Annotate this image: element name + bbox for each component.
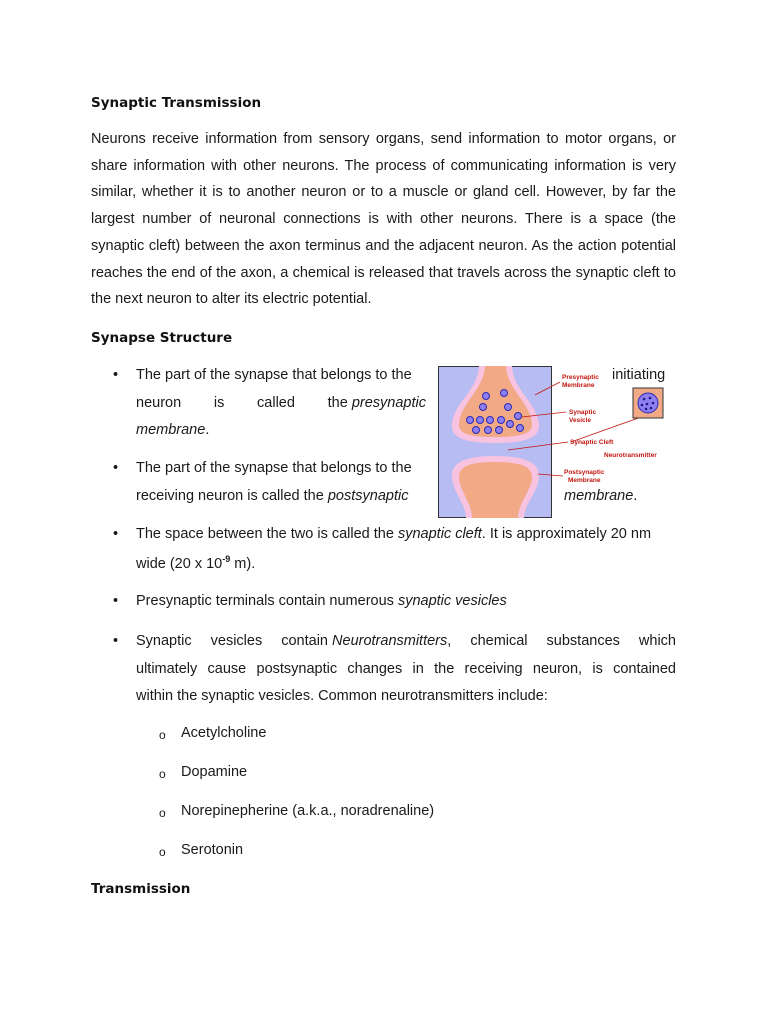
bullet-3-line-2: wide (20 x $10^{-9}$ m). bbox=[136, 554, 256, 572]
term-synaptic-cleft: synaptic cleft bbox=[397, 526, 482, 542]
sub-bullet-marker: o bbox=[159, 728, 166, 742]
bullet-4-line-1: Presynaptic terminals contain numerous synaptic vesicles bbox=[136, 593, 507, 609]
label-neurotransmitter: Neurotransmitter bbox=[604, 452, 657, 459]
bullet-marker: • bbox=[113, 460, 119, 476]
vesicle bbox=[515, 413, 522, 420]
heading-synaptic-transmission: Synaptic Transmission bbox=[91, 95, 262, 111]
sub-bullet-marker: o bbox=[159, 767, 166, 781]
neurotransmitter-item: Norepinepherine (a.k.a., noradrenaline) bbox=[181, 803, 435, 819]
vesicle bbox=[487, 417, 494, 424]
bullet-marker: • bbox=[113, 633, 119, 649]
term-membrane: membrane bbox=[564, 488, 634, 504]
neurotransmitter-dot bbox=[643, 398, 646, 401]
bullet-2-line-1: The part of the synapse that belongs to the bbox=[136, 460, 412, 476]
word: which bbox=[638, 633, 676, 649]
label-presynaptic-membrane: Membrane bbox=[562, 382, 595, 389]
word: vesicles bbox=[210, 633, 263, 649]
word: the bbox=[327, 395, 348, 411]
neurotransmitter-dot bbox=[649, 397, 652, 400]
word: Synaptic bbox=[136, 633, 192, 649]
neurotransmitter-vesicle bbox=[638, 393, 658, 413]
exponent: -9 bbox=[222, 554, 231, 564]
sub-bullet-marker: o bbox=[159, 806, 166, 820]
synapse-diagram bbox=[438, 366, 668, 518]
vesicle bbox=[498, 417, 505, 424]
vesicle bbox=[485, 427, 492, 434]
term-neurotransmitters: Neurotransmitters bbox=[332, 633, 448, 649]
term-synaptic-vesicles: synaptic vesicles bbox=[397, 593, 507, 609]
label-postsynaptic: Postsynaptic bbox=[564, 469, 605, 476]
word: is bbox=[213, 395, 225, 411]
bullet-marker: • bbox=[113, 526, 119, 542]
label-synaptic-cleft: Synaptic Cleft bbox=[570, 439, 614, 446]
bullet-1-line-3: membrane. bbox=[136, 422, 210, 438]
label-postsynaptic-membrane: Membrane bbox=[568, 477, 601, 484]
vesicle bbox=[517, 425, 524, 432]
neurotransmitter-dot bbox=[646, 403, 649, 406]
word: called bbox=[257, 395, 295, 411]
vesicle bbox=[473, 427, 480, 434]
label-vesicle-2: Vesicle bbox=[569, 417, 592, 424]
neurotransmitter-dot bbox=[652, 402, 655, 405]
heading-synapse-structure: Synapse Structure bbox=[91, 330, 233, 346]
bullet-1-word-right: initiating bbox=[612, 367, 666, 383]
neurotransmitter-dot bbox=[645, 408, 648, 411]
heading-transmission: Transmission bbox=[91, 881, 191, 897]
neurotransmitter-item: Serotonin bbox=[181, 842, 244, 858]
vesicle bbox=[467, 417, 474, 424]
bullet-1-line-2 bbox=[136, 395, 426, 411]
vesicle bbox=[501, 390, 508, 397]
term-membrane: membrane bbox=[136, 422, 206, 438]
neurotransmitter-item: Acetylcholine bbox=[181, 725, 267, 741]
vesicle bbox=[507, 421, 514, 428]
term-presynaptic: presynaptic bbox=[351, 395, 426, 411]
word: chemical bbox=[470, 633, 528, 649]
bullet-2-line-2: receiving neuron is called the postsynaptic bbox=[136, 488, 409, 504]
word: substances bbox=[546, 633, 620, 649]
vesicle bbox=[505, 404, 512, 411]
neurotransmitter-dot bbox=[641, 404, 644, 407]
bullet-1-line-1: The part of the synapse that belongs to the bbox=[136, 367, 412, 383]
label-presynaptic: Presynaptic bbox=[562, 374, 599, 381]
sub-bullet-marker: o bbox=[159, 845, 166, 859]
vesicle bbox=[483, 393, 490, 400]
term-postsynaptic: postsynaptic bbox=[327, 488, 409, 504]
vesicle bbox=[496, 427, 503, 434]
vesicle bbox=[480, 404, 487, 411]
bullet-3-line-1: The space between the two is called the synaptic cleft. It is approximately 20 nm bbox=[136, 526, 652, 542]
label-vesicle: Synaptic bbox=[569, 409, 597, 416]
neurotransmitter-item: Dopamine bbox=[181, 764, 248, 780]
word: neuron bbox=[136, 395, 182, 411]
neurotransmitter-dot bbox=[650, 407, 653, 410]
bullet-marker: • bbox=[113, 367, 119, 383]
vesicle bbox=[477, 417, 484, 424]
bullet-2-line-2-right: membrane. bbox=[564, 488, 638, 504]
bullet-5-line-1: Synaptic vesicles contain Neurotransmitters, chemical substances which bbox=[136, 633, 676, 649]
bullet-5-line-2: ultimately cause postsynaptic changes in the receiving neuron, is contained bbox=[136, 661, 676, 677]
intro-paragraph: Neurons receive information from sensory organs, send information to motor organs, or share information with other neurons. The process of communicating information is very similar, whether it is to another neuron or to a muscle or gland cell. However, by far the largest number of neuronal connections is with other neurons. There is a space (the synaptic cleft) between the axon terminus and the adjacent neuron. As the action potential reaches the end of the axon, a chemical is released that travels across the synaptic cleft to the next neuron to alter its electric potential. bbox=[91, 131, 676, 308]
bullet-5-line-3: within the synaptic vesicles. Common neurotransmitters include: bbox=[136, 688, 548, 704]
bullet-marker: • bbox=[113, 593, 119, 609]
